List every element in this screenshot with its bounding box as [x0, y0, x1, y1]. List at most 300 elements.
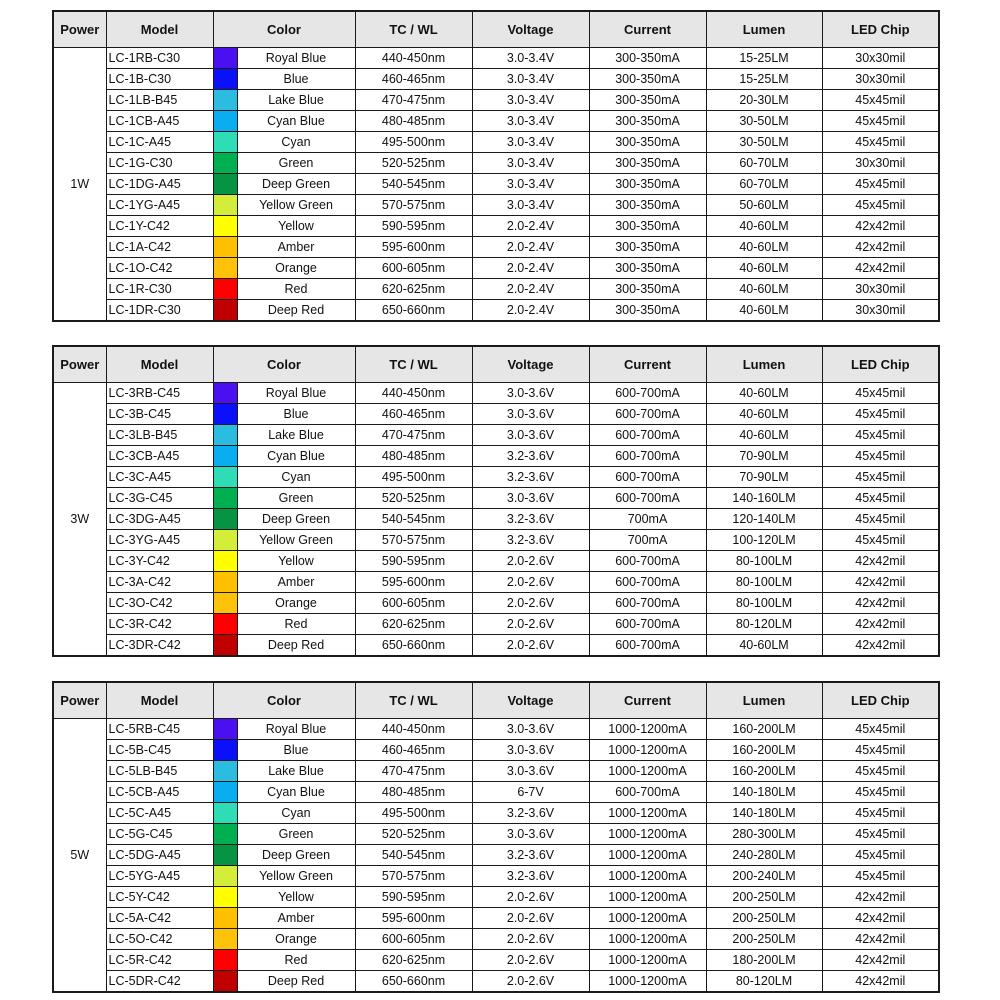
voltage-cell: 2.0-2.6V	[472, 593, 589, 614]
lumen-cell: 160-200LM	[706, 761, 822, 782]
color-swatch	[213, 740, 237, 761]
color-name-cell: Lake Blue	[237, 761, 355, 782]
model-cell: LC-5Y-C42	[106, 887, 213, 908]
header-lumen: Lumen	[706, 11, 822, 48]
model-cell: LC-3R-C42	[106, 614, 213, 635]
lumen-cell: 70-90LM	[706, 467, 822, 488]
model-cell: LC-5B-C45	[106, 740, 213, 761]
model-cell: LC-3Y-C42	[106, 551, 213, 572]
model-cell: LC-5G-C45	[106, 824, 213, 845]
lumen-cell: 140-160LM	[706, 488, 822, 509]
lumen-cell: 160-200LM	[706, 719, 822, 740]
current-cell: 300-350mA	[589, 111, 706, 132]
led-chip-cell: 42x42mil	[822, 950, 939, 971]
voltage-cell: 3.0-3.4V	[472, 132, 589, 153]
lumen-cell: 15-25LM	[706, 69, 822, 90]
led-chip-cell: 45x45mil	[822, 383, 939, 404]
led-chip-cell: 45x45mil	[822, 90, 939, 111]
voltage-cell: 2.0-2.6V	[472, 551, 589, 572]
current-cell: 600-700mA	[589, 635, 706, 657]
color-name-cell: Blue	[237, 740, 355, 761]
led-chip-cell: 42x42mil	[822, 593, 939, 614]
table-row	[53, 971, 939, 993]
lumen-cell: 50-60LM	[706, 195, 822, 216]
led-chip-cell: 45x45mil	[822, 782, 939, 803]
color-swatch	[213, 908, 237, 929]
voltage-cell: 2.0-2.4V	[472, 237, 589, 258]
table-row	[53, 845, 939, 866]
color-swatch	[213, 300, 237, 322]
model-cell: LC-3RB-C45	[106, 383, 213, 404]
current-cell: 300-350mA	[589, 174, 706, 195]
current-cell: 300-350mA	[589, 237, 706, 258]
lumen-cell: 40-60LM	[706, 216, 822, 237]
table-row	[53, 572, 939, 593]
color-swatch	[213, 195, 237, 216]
voltage-cell: 3.0-3.4V	[472, 111, 589, 132]
voltage-cell: 3.2-3.6V	[472, 530, 589, 551]
led-chip-cell: 42x42mil	[822, 216, 939, 237]
current-cell: 600-700mA	[589, 593, 706, 614]
color-name-cell: Lake Blue	[237, 425, 355, 446]
lumen-cell: 70-90LM	[706, 446, 822, 467]
table-row	[53, 488, 939, 509]
color-name-cell: Green	[237, 824, 355, 845]
color-name-cell: Royal Blue	[237, 383, 355, 404]
color-swatch	[213, 782, 237, 803]
current-cell: 1000-1200mA	[589, 950, 706, 971]
tc-wl-cell: 470-475nm	[355, 90, 472, 111]
tc-wl-cell: 590-595nm	[355, 216, 472, 237]
color-name-cell: Yellow Green	[237, 195, 355, 216]
table-row	[53, 174, 939, 195]
led-chip-cell: 30x30mil	[822, 279, 939, 300]
model-cell: LC-5RB-C45	[106, 719, 213, 740]
current-cell: 300-350mA	[589, 153, 706, 174]
table-row	[53, 782, 939, 803]
table-row	[53, 425, 939, 446]
model-cell: LC-1G-C30	[106, 153, 213, 174]
lumen-cell: 40-60LM	[706, 300, 822, 322]
current-cell: 300-350mA	[589, 300, 706, 322]
voltage-cell: 2.0-2.4V	[472, 279, 589, 300]
voltage-cell: 3.2-3.6V	[472, 467, 589, 488]
lumen-cell: 100-120LM	[706, 530, 822, 551]
header-tc-wl: TC / WL	[355, 11, 472, 48]
color-name-cell: Yellow	[237, 216, 355, 237]
model-cell: LC-1YG-A45	[106, 195, 213, 216]
led-chip-cell: 45x45mil	[822, 719, 939, 740]
current-cell: 600-700mA	[589, 425, 706, 446]
lumen-cell: 80-120LM	[706, 971, 822, 993]
led-chip-cell: 45x45mil	[822, 761, 939, 782]
tc-wl-cell: 570-575nm	[355, 866, 472, 887]
voltage-cell: 2.0-2.6V	[472, 572, 589, 593]
color-swatch	[213, 824, 237, 845]
led-chip-cell: 45x45mil	[822, 467, 939, 488]
tc-wl-cell: 480-485nm	[355, 111, 472, 132]
color-swatch	[213, 803, 237, 824]
header-tc-wl: TC / WL	[355, 346, 472, 383]
tc-wl-cell: 520-525nm	[355, 153, 472, 174]
tc-wl-cell: 590-595nm	[355, 887, 472, 908]
voltage-cell: 2.0-2.6V	[472, 614, 589, 635]
model-cell: LC-5R-C42	[106, 950, 213, 971]
tc-wl-cell: 595-600nm	[355, 237, 472, 258]
model-cell: LC-1C-A45	[106, 132, 213, 153]
current-cell: 600-700mA	[589, 404, 706, 425]
color-name-cell: Royal Blue	[237, 48, 355, 69]
voltage-cell: 3.0-3.4V	[472, 90, 589, 111]
voltage-cell: 3.0-3.6V	[472, 740, 589, 761]
tc-wl-cell: 440-450nm	[355, 719, 472, 740]
header-current: Current	[589, 346, 706, 383]
led-chip-cell: 45x45mil	[822, 446, 939, 467]
color-swatch	[213, 971, 237, 993]
current-cell: 700mA	[589, 509, 706, 530]
color-name-cell: Cyan	[237, 803, 355, 824]
model-cell: LC-3G-C45	[106, 488, 213, 509]
color-name-cell: Deep Green	[237, 174, 355, 195]
color-swatch	[213, 593, 237, 614]
model-cell: LC-1LB-B45	[106, 90, 213, 111]
tc-wl-cell: 620-625nm	[355, 614, 472, 635]
led-chip-cell: 42x42mil	[822, 908, 939, 929]
led-chip-cell: 30x30mil	[822, 153, 939, 174]
table-row	[53, 908, 939, 929]
lumen-cell: 30-50LM	[706, 132, 822, 153]
voltage-cell: 3.2-3.6V	[472, 803, 589, 824]
color-swatch	[213, 551, 237, 572]
color-name-cell: Red	[237, 614, 355, 635]
tc-wl-cell: 620-625nm	[355, 279, 472, 300]
table-row	[53, 153, 939, 174]
model-cell: LC-3B-C45	[106, 404, 213, 425]
current-cell: 300-350mA	[589, 216, 706, 237]
table-row	[53, 300, 939, 322]
lumen-cell: 80-100LM	[706, 572, 822, 593]
tc-wl-cell: 520-525nm	[355, 824, 472, 845]
header-model: Model	[106, 682, 213, 719]
led-chip-cell: 45x45mil	[822, 132, 939, 153]
table-row	[53, 467, 939, 488]
lumen-cell: 40-60LM	[706, 237, 822, 258]
table-row	[53, 404, 939, 425]
color-name-cell: Orange	[237, 593, 355, 614]
lumen-cell: 80-100LM	[706, 551, 822, 572]
table-row	[53, 132, 939, 153]
tc-wl-cell: 460-465nm	[355, 69, 472, 90]
current-cell: 300-350mA	[589, 195, 706, 216]
color-swatch	[213, 404, 237, 425]
table-row	[53, 90, 939, 111]
color-swatch	[213, 111, 237, 132]
voltage-cell: 3.2-3.6V	[472, 446, 589, 467]
model-cell: LC-5LB-B45	[106, 761, 213, 782]
lumen-cell: 120-140LM	[706, 509, 822, 530]
led-chip-cell: 45x45mil	[822, 509, 939, 530]
table-row	[53, 614, 939, 635]
color-name-cell: Green	[237, 153, 355, 174]
model-cell: LC-1A-C42	[106, 237, 213, 258]
voltage-cell: 2.0-2.6V	[472, 950, 589, 971]
color-name-cell: Deep Red	[237, 971, 355, 993]
tc-wl-cell: 650-660nm	[355, 300, 472, 322]
header-color: Color	[213, 11, 355, 48]
led-chip-cell: 45x45mil	[822, 824, 939, 845]
header-power: Power	[53, 346, 106, 383]
current-cell: 300-350mA	[589, 48, 706, 69]
header-led-chip: LED Chip	[822, 346, 939, 383]
table-row	[53, 761, 939, 782]
led-chip-cell: 45x45mil	[822, 111, 939, 132]
color-swatch	[213, 572, 237, 593]
color-swatch	[213, 509, 237, 530]
current-cell: 1000-1200mA	[589, 866, 706, 887]
tc-wl-cell: 600-605nm	[355, 929, 472, 950]
color-name-cell: Blue	[237, 69, 355, 90]
model-cell: LC-3A-C42	[106, 572, 213, 593]
voltage-cell: 3.0-3.6V	[472, 488, 589, 509]
color-name-cell: Blue	[237, 404, 355, 425]
lumen-cell: 140-180LM	[706, 782, 822, 803]
header-model: Model	[106, 11, 213, 48]
tc-wl-cell: 600-605nm	[355, 593, 472, 614]
color-name-cell: Green	[237, 488, 355, 509]
lumen-cell: 140-180LM	[706, 803, 822, 824]
led-chip-cell: 42x42mil	[822, 971, 939, 993]
voltage-cell: 3.0-3.6V	[472, 425, 589, 446]
led-chip-cell: 45x45mil	[822, 425, 939, 446]
table-row	[53, 887, 939, 908]
header-voltage: Voltage	[472, 346, 589, 383]
color-name-cell: Yellow	[237, 551, 355, 572]
voltage-cell: 2.0-2.6V	[472, 887, 589, 908]
tc-wl-cell: 520-525nm	[355, 488, 472, 509]
voltage-cell: 2.0-2.6V	[472, 908, 589, 929]
table-row	[53, 216, 939, 237]
led-chip-cell: 42x42mil	[822, 614, 939, 635]
voltage-cell: 3.2-3.6V	[472, 866, 589, 887]
led-chip-cell: 45x45mil	[822, 803, 939, 824]
led-chip-cell: 45x45mil	[822, 195, 939, 216]
lumen-cell: 40-60LM	[706, 425, 822, 446]
color-swatch	[213, 132, 237, 153]
color-name-cell: Amber	[237, 908, 355, 929]
current-cell: 300-350mA	[589, 69, 706, 90]
voltage-cell: 6-7V	[472, 782, 589, 803]
tc-wl-cell: 460-465nm	[355, 404, 472, 425]
lumen-cell: 60-70LM	[706, 153, 822, 174]
current-cell: 1000-1200mA	[589, 824, 706, 845]
header-lumen: Lumen	[706, 682, 822, 719]
lumen-cell: 15-25LM	[706, 48, 822, 69]
color-swatch	[213, 90, 237, 111]
header-power: Power	[53, 682, 106, 719]
voltage-cell: 2.0-2.6V	[472, 635, 589, 657]
color-name-cell: Cyan	[237, 132, 355, 153]
spec-table-1w	[52, 10, 940, 322]
color-name-cell: Amber	[237, 572, 355, 593]
color-swatch	[213, 488, 237, 509]
lumen-cell: 280-300LM	[706, 824, 822, 845]
model-cell: LC-1R-C30	[106, 279, 213, 300]
tc-wl-cell: 540-545nm	[355, 174, 472, 195]
header-lumen: Lumen	[706, 346, 822, 383]
tc-wl-cell: 440-450nm	[355, 48, 472, 69]
current-cell: 300-350mA	[589, 279, 706, 300]
voltage-cell: 2.0-2.4V	[472, 216, 589, 237]
color-swatch	[213, 258, 237, 279]
table-row	[53, 48, 939, 69]
color-name-cell: Royal Blue	[237, 719, 355, 740]
color-swatch	[213, 950, 237, 971]
color-name-cell: Yellow	[237, 887, 355, 908]
table-row	[53, 824, 939, 845]
tc-wl-cell: 470-475nm	[355, 425, 472, 446]
voltage-cell: 2.0-2.6V	[472, 929, 589, 950]
model-cell: LC-5YG-A45	[106, 866, 213, 887]
color-name-cell: Cyan Blue	[237, 111, 355, 132]
current-cell: 1000-1200mA	[589, 719, 706, 740]
led-chip-cell: 42x42mil	[822, 237, 939, 258]
power-cell: 1W	[53, 48, 106, 322]
color-swatch	[213, 467, 237, 488]
tc-wl-cell: 440-450nm	[355, 383, 472, 404]
current-cell: 1000-1200mA	[589, 803, 706, 824]
color-name-cell: Cyan	[237, 467, 355, 488]
color-swatch	[213, 866, 237, 887]
color-name-cell: Amber	[237, 237, 355, 258]
color-swatch	[213, 845, 237, 866]
lumen-cell: 80-120LM	[706, 614, 822, 635]
voltage-cell: 3.0-3.4V	[472, 174, 589, 195]
header-tc-wl: TC / WL	[355, 682, 472, 719]
current-cell: 600-700mA	[589, 782, 706, 803]
header-color: Color	[213, 682, 355, 719]
current-cell: 1000-1200mA	[589, 887, 706, 908]
table-row	[53, 866, 939, 887]
table-row	[53, 719, 939, 740]
lumen-cell: 40-60LM	[706, 279, 822, 300]
color-swatch	[213, 761, 237, 782]
voltage-cell: 3.0-3.6V	[472, 761, 589, 782]
led-chip-cell: 45x45mil	[822, 174, 939, 195]
table-row	[53, 69, 939, 90]
color-swatch	[213, 69, 237, 90]
table-row	[53, 530, 939, 551]
model-cell: LC-3CB-A45	[106, 446, 213, 467]
model-cell: LC-3YG-A45	[106, 530, 213, 551]
color-swatch	[213, 279, 237, 300]
lumen-cell: 200-240LM	[706, 866, 822, 887]
header-power: Power	[53, 11, 106, 48]
tc-wl-cell: 650-660nm	[355, 971, 472, 993]
color-name-cell: Deep Green	[237, 845, 355, 866]
lumen-cell: 200-250LM	[706, 908, 822, 929]
model-cell: LC-1Y-C42	[106, 216, 213, 237]
model-cell: LC-5DG-A45	[106, 845, 213, 866]
tc-wl-cell: 460-465nm	[355, 740, 472, 761]
current-cell: 600-700mA	[589, 488, 706, 509]
voltage-cell: 3.0-3.4V	[472, 153, 589, 174]
tc-wl-cell: 590-595nm	[355, 551, 472, 572]
color-swatch	[213, 929, 237, 950]
current-cell: 300-350mA	[589, 132, 706, 153]
current-cell: 600-700mA	[589, 446, 706, 467]
table-row	[53, 237, 939, 258]
model-cell: LC-5DR-C42	[106, 971, 213, 993]
current-cell: 1000-1200mA	[589, 761, 706, 782]
model-cell: LC-1CB-A45	[106, 111, 213, 132]
color-swatch	[213, 48, 237, 69]
voltage-cell: 3.0-3.4V	[472, 48, 589, 69]
tc-wl-cell: 570-575nm	[355, 530, 472, 551]
lumen-cell: 60-70LM	[706, 174, 822, 195]
model-cell: LC-3DR-C42	[106, 635, 213, 657]
tc-wl-cell: 480-485nm	[355, 446, 472, 467]
led-chip-cell: 42x42mil	[822, 635, 939, 657]
table-row	[53, 111, 939, 132]
voltage-cell: 3.2-3.6V	[472, 845, 589, 866]
current-cell: 600-700mA	[589, 383, 706, 404]
voltage-cell: 3.0-3.6V	[472, 404, 589, 425]
current-cell: 1000-1200mA	[589, 845, 706, 866]
header-color: Color	[213, 346, 355, 383]
tc-wl-cell: 600-605nm	[355, 258, 472, 279]
current-cell: 600-700mA	[589, 467, 706, 488]
color-swatch	[213, 174, 237, 195]
color-name-cell: Lake Blue	[237, 90, 355, 111]
color-swatch	[213, 383, 237, 404]
model-cell: LC-1O-C42	[106, 258, 213, 279]
model-cell: LC-5O-C42	[106, 929, 213, 950]
header-row	[53, 11, 939, 48]
current-cell: 300-350mA	[589, 90, 706, 111]
tc-wl-cell: 650-660nm	[355, 635, 472, 657]
current-cell: 1000-1200mA	[589, 740, 706, 761]
led-chip-cell: 45x45mil	[822, 740, 939, 761]
current-cell: 600-700mA	[589, 572, 706, 593]
color-swatch	[213, 635, 237, 657]
table-row	[53, 258, 939, 279]
color-swatch	[213, 719, 237, 740]
voltage-cell: 2.0-2.4V	[472, 300, 589, 322]
header-current: Current	[589, 682, 706, 719]
voltage-cell: 3.0-3.6V	[472, 719, 589, 740]
led-chip-cell: 42x42mil	[822, 887, 939, 908]
header-current: Current	[589, 11, 706, 48]
model-cell: LC-3DG-A45	[106, 509, 213, 530]
tc-wl-cell: 570-575nm	[355, 195, 472, 216]
model-cell: LC-5C-A45	[106, 803, 213, 824]
led-chip-cell: 45x45mil	[822, 488, 939, 509]
current-cell: 600-700mA	[589, 614, 706, 635]
table-row	[53, 593, 939, 614]
led-chip-cell: 30x30mil	[822, 300, 939, 322]
lumen-cell: 40-60LM	[706, 404, 822, 425]
table-row	[53, 195, 939, 216]
model-cell: LC-3LB-B45	[106, 425, 213, 446]
color-swatch	[213, 237, 237, 258]
color-name-cell: Yellow Green	[237, 866, 355, 887]
lumen-cell: 40-60LM	[706, 258, 822, 279]
led-chip-cell: 42x42mil	[822, 551, 939, 572]
led-chip-cell: 42x42mil	[822, 929, 939, 950]
color-swatch	[213, 153, 237, 174]
table-row	[53, 509, 939, 530]
current-cell: 1000-1200mA	[589, 971, 706, 993]
